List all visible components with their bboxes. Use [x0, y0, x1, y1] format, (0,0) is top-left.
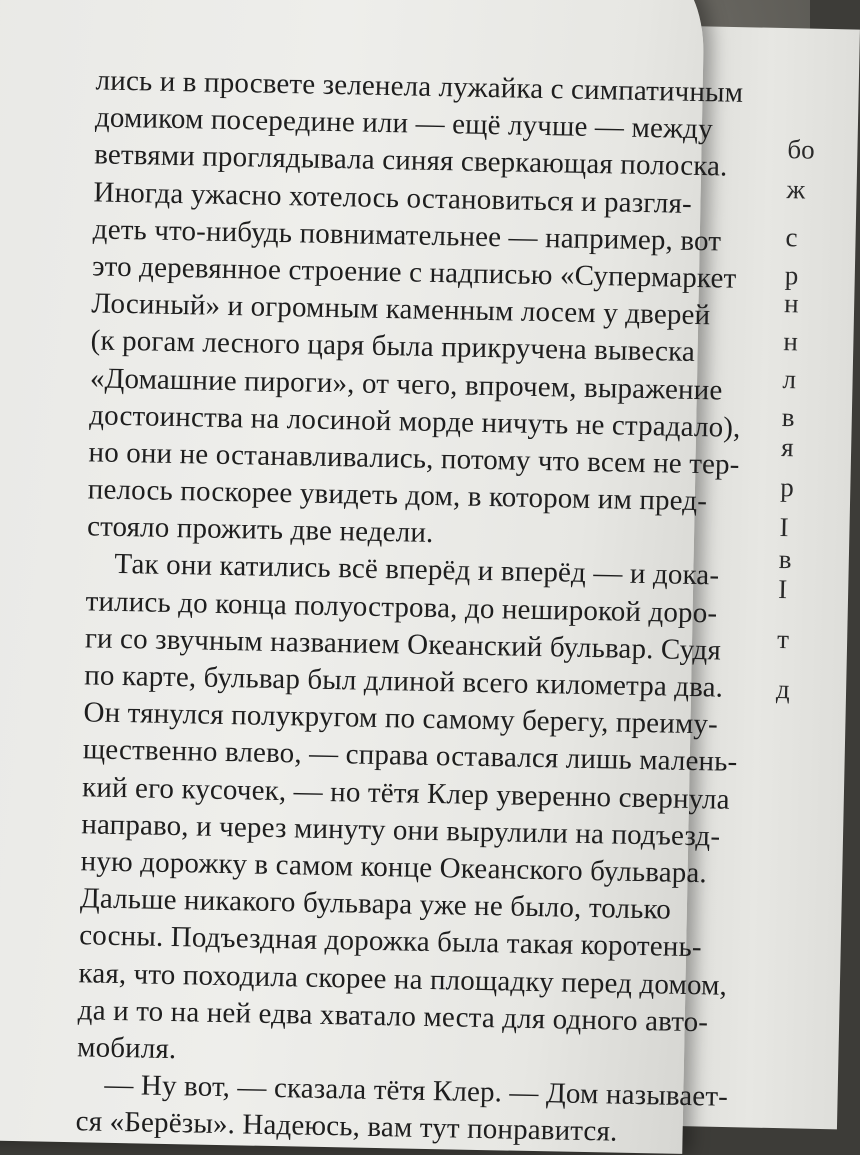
- text-line: (к рогам лесного царя была прикручена вывеска: [90, 324, 696, 369]
- next-page-fragment: р: [784, 260, 799, 291]
- next-page-fragment: с: [785, 222, 798, 253]
- text-line: Так они катились всё вперёд и вперёд — и дока-: [114, 548, 720, 592]
- text-line: деть что-нибудь повнимательнее — например, вот: [92, 213, 722, 258]
- text-line: стояло прожить две недели.: [86, 510, 434, 550]
- next-page-fragment: д: [775, 673, 791, 705]
- text-line: да и то на ней едва хватало места для одного авто-: [77, 993, 709, 1039]
- text-line: Иногда ужасно хотелось остановиться и разгля-: [93, 175, 693, 220]
- text-line: это деревянное строение с надписью «Супермаркет: [91, 250, 737, 295]
- next-page-fragment: л: [782, 364, 797, 395]
- next-page-fragment: I: [777, 574, 788, 605]
- text-line: по карте, бульвар был длиной всего километра два.: [83, 659, 724, 704]
- text-line: мобиля.: [76, 1031, 177, 1066]
- text-line: кий его кусочек, — но тётя Клер уверенно свернула: [81, 770, 731, 816]
- text-line: лись и в просвете зеленела лужайка с симпатичным: [95, 64, 744, 109]
- text-line: ветвями проглядывала синяя сверкающая полоска.: [93, 138, 728, 183]
- text-line: ся «Берёзы». Надеюсь, вам тут понравится.: [75, 1105, 618, 1148]
- next-page-fragment: в: [781, 402, 795, 433]
- next-page-fragment: т: [776, 624, 790, 655]
- next-page-fragment: в: [778, 544, 792, 575]
- text-line: тились до конца полуострова, до неширокой доро-: [85, 584, 718, 630]
- next-page-fragment: ж: [786, 174, 806, 205]
- text-line: Дальше никакого бульвара уже не было, только: [79, 882, 672, 926]
- text-line: — Ну вот, — сказала тётя Клер. — Дом называет-: [104, 1068, 729, 1113]
- text-line: достоинства на лосиной морде ничуть не страдало),: [88, 399, 741, 444]
- text-line: но они не останавливались, потому что всем не тер-: [88, 436, 740, 481]
- next-page-fragment: бо: [787, 134, 815, 165]
- text-line: ную дорожку в самом конце Океанского бульвара.: [80, 845, 708, 890]
- text-line: сосны. Подъездная дорожка была такая коротень-: [78, 919, 702, 964]
- text-line: «Домашние пироги», от чего, впрочем, выражение: [89, 361, 723, 407]
- text-line: ги со звучным названием Океанский бульвар. Судя: [84, 622, 722, 667]
- next-page-fragment: I: [779, 512, 789, 543]
- next-page-fragment: н: [783, 326, 799, 357]
- text-line: Лосиный» и огромным каменным лосем у дверей: [91, 287, 711, 332]
- next-page-fragment: н: [783, 288, 799, 319]
- text-line: щественно влево, — справа оставался лишь малень-: [82, 733, 738, 779]
- text-line: Он тянулся полукругом по самому берегу, преиму-: [83, 696, 719, 741]
- page-text: [75, 62, 744, 1152]
- next-page-fragment: я: [780, 432, 794, 463]
- text-line: кая, что походила скорее на площадку перед домом,: [78, 956, 728, 1002]
- next-page-fragment: р: [780, 472, 795, 503]
- text-line: пелось поскорее увидеть дом, в котором им пред-: [87, 473, 708, 518]
- text-line: направо, и через минуту они вырулили на подъезд-: [81, 808, 721, 853]
- text-line: домиком посередине или — ещё лучше — между: [94, 101, 714, 146]
